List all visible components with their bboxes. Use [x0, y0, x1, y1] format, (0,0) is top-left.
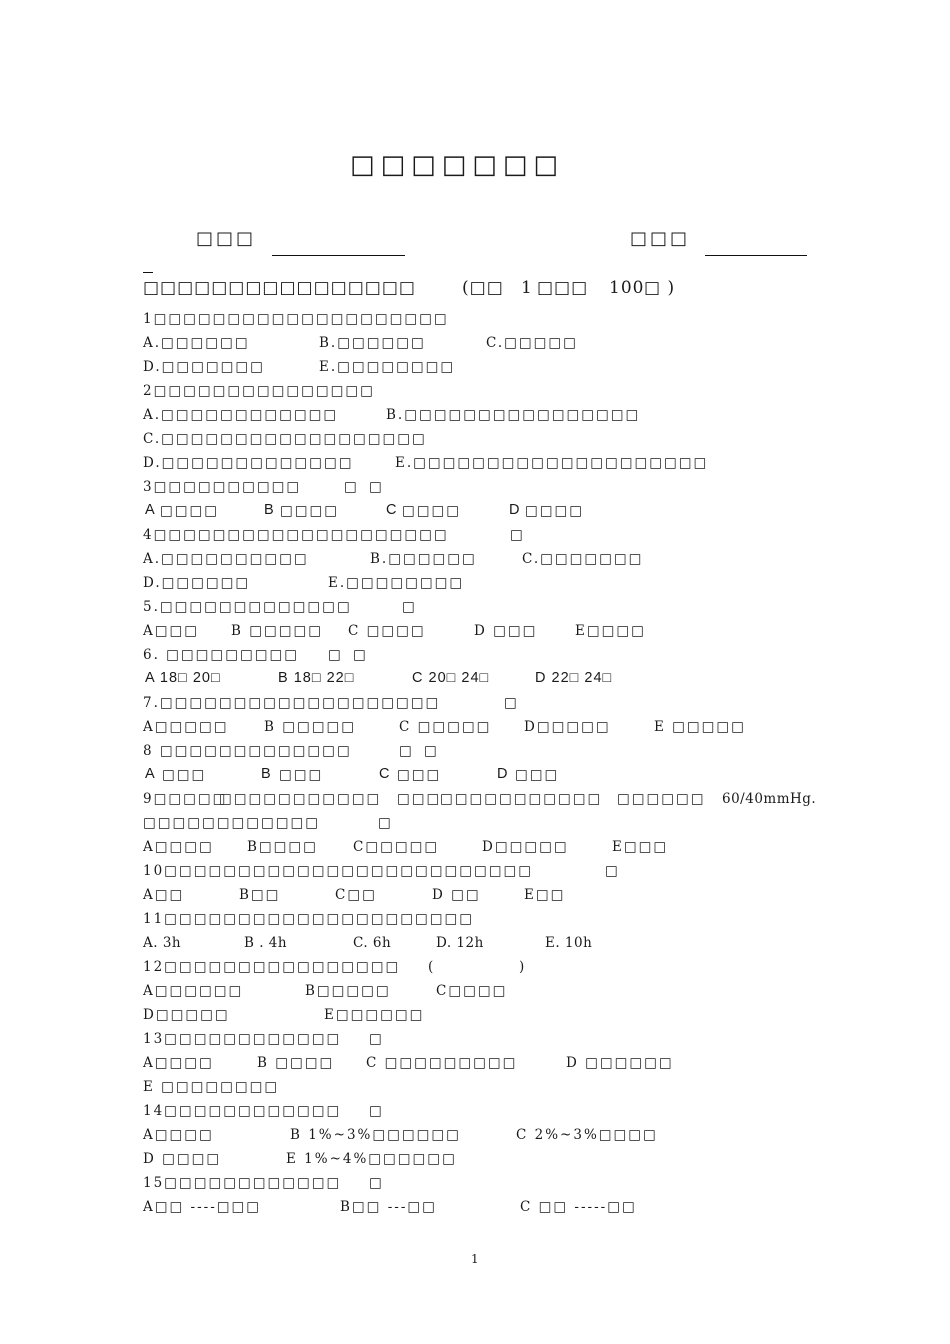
- option-3c-text: □□□□: [402, 503, 462, 519]
- question-12-paren-close: ): [519, 959, 527, 975]
- question-10-bracket: □: [605, 863, 620, 879]
- question-9-bracket: □: [378, 815, 393, 831]
- question-14-bracket: □: [369, 1103, 384, 1119]
- option-6a: A 18□ 20□: [145, 670, 221, 686]
- question-5: 5.□□□□□□□□□□□□□: [143, 599, 352, 615]
- option-4b: B.□□□□□□: [370, 551, 477, 567]
- option-7c: C □□□□□: [399, 719, 492, 735]
- question-10: 10□□□□□□□□□□□□□□□□□□□□□□□□□: [143, 863, 534, 879]
- option-4a: A.□□□□□□□□□□: [143, 551, 309, 567]
- option-3a-letter: A: [145, 502, 156, 518]
- option-10e: E□□: [524, 887, 566, 903]
- question-7: 7.□□□□□□□□□□□□□□□□□□□: [143, 695, 441, 711]
- option-12c: C□□□□: [436, 983, 508, 999]
- option-5d: D □□□: [474, 623, 538, 639]
- option-11b: B . 4h: [244, 935, 288, 951]
- option-15a: A□□ ----□□□: [143, 1199, 262, 1215]
- option-5b: B □□□□□: [231, 623, 323, 639]
- question-3-bracket-open: □: [344, 479, 359, 495]
- option-7e: E □□□□□: [654, 719, 746, 735]
- header-left-blank: [272, 255, 405, 256]
- option-10a: A□□: [143, 887, 185, 903]
- section-note-num1: 1: [521, 278, 533, 298]
- option-11e: E. 10h: [545, 935, 593, 951]
- question-9-part5: □□□□□□: [617, 791, 706, 807]
- question-15-bracket: □: [369, 1175, 384, 1191]
- header-mark: [143, 272, 153, 273]
- option-5c: C □□□□: [348, 623, 426, 639]
- page-number: 1: [471, 1252, 479, 1266]
- question-13-bracket: □: [369, 1031, 384, 1047]
- option-8c-text: □□□: [397, 767, 442, 783]
- option-9e: E□□□: [612, 839, 669, 855]
- question-6-bracket-close: □: [353, 647, 368, 663]
- option-15c: C □□ -----□□: [520, 1199, 637, 1215]
- option-3a-text: □□□□: [160, 503, 220, 519]
- option-13d: D □□□□□□: [566, 1055, 674, 1071]
- question-8-bracket-close: □: [424, 743, 439, 759]
- question-4-bracket: □: [510, 527, 525, 543]
- question-11: 11□□□□□□□□□□□□□□□□□□□□□: [143, 911, 475, 927]
- question-8: 8 □□□□□□□□□□□□□: [143, 743, 352, 759]
- option-2c: C.□□□□□□□□□□□□□□□□□□: [143, 431, 427, 447]
- option-12d: D□□□□□: [143, 1007, 230, 1023]
- question-3-bracket-close: □: [369, 479, 384, 495]
- option-14d: D □□□□: [143, 1151, 222, 1167]
- option-8b-letter: B: [261, 766, 272, 782]
- section-note-open: (□□: [462, 278, 504, 298]
- option-1a: A.□□□□□□: [143, 335, 250, 351]
- option-13b: B □□□□: [257, 1055, 335, 1071]
- question-13: 13□□□□□□□□□□□□: [143, 1031, 342, 1047]
- option-12e: E□□□□□□: [324, 1007, 425, 1023]
- option-13e: E □□□□□□□□: [143, 1079, 280, 1095]
- option-8b-text: □□□: [279, 767, 324, 783]
- option-3c-letter: C: [386, 502, 398, 518]
- question-1: 1□□□□□□□□□□□□□□□□□□□□: [143, 311, 449, 327]
- option-9d: D□□□□□: [482, 839, 569, 855]
- question-6: 6. □□□□□□□□□: [143, 647, 299, 663]
- option-14a: A□□□□: [143, 1127, 214, 1143]
- question-7-bracket: □: [504, 695, 519, 711]
- question-9-part1: 9□□□□□: [143, 791, 228, 807]
- option-11c: C. 6h: [353, 935, 392, 951]
- option-4d: D.□□□□□□: [143, 575, 251, 591]
- option-7a: A□□□□□: [143, 719, 229, 735]
- option-1e: E.□□□□□□□□: [319, 359, 456, 375]
- option-10b: B□□: [239, 887, 281, 903]
- option-7b: B □□□□□: [264, 719, 356, 735]
- option-2b: B.□□□□□□□□□□□□□□□□: [386, 407, 641, 423]
- option-9c: C□□□□□: [353, 839, 440, 855]
- option-6d: D 22□ 24□: [535, 670, 613, 686]
- option-2e: E.□□□□□□□□□□□□□□□□□□□□: [395, 455, 709, 471]
- question-12: 12□□□□□□□□□□□□□□□□: [143, 959, 401, 975]
- question-9-part3: □□□: [397, 791, 442, 807]
- section-note-num2: 100: [609, 278, 645, 298]
- question-4: 4□□□□□□□□□□□□□□□□□□□□: [143, 527, 449, 543]
- option-3d-text: □□□□: [525, 503, 585, 519]
- option-4e: E.□□□□□□□□: [328, 575, 465, 591]
- option-1b: B.□□□□□□: [319, 335, 426, 351]
- option-6b: B 18□ 22□: [278, 670, 355, 686]
- option-3b-letter: B: [264, 502, 275, 518]
- option-12b: B□□□□□: [305, 983, 391, 999]
- option-14b: B 1%~3%□□□□□□: [290, 1127, 461, 1143]
- question-2: 2□□□□□□□□□□□□□□□: [143, 383, 375, 399]
- option-8d-text: □□□: [515, 767, 560, 783]
- option-6c: C 20□ 24□: [412, 670, 490, 686]
- option-4c: C.□□□□□□□: [522, 551, 644, 567]
- header-left-label: □□□: [196, 228, 257, 249]
- question-8-bracket-open: □: [399, 743, 414, 759]
- option-12a: A□□□□□□: [143, 983, 244, 999]
- option-11d: D. 12h: [436, 935, 484, 951]
- option-8d-letter: D: [497, 766, 509, 782]
- header-right-blank: [705, 255, 807, 256]
- document-title: □□□□□□□: [350, 150, 564, 180]
- question-3: 3□□□□□□□□□□: [143, 479, 302, 495]
- option-8a-letter: A: [145, 766, 156, 782]
- question-12-paren-open: (: [428, 959, 436, 975]
- option-5e: E□□□□: [575, 623, 646, 639]
- option-3d-letter: D: [509, 502, 521, 518]
- option-3b-text: □□□□: [280, 503, 340, 519]
- option-11a: A. 3h: [143, 935, 182, 951]
- question-5-bracket: □: [402, 599, 417, 615]
- question-14: 14□□□□□□□□□□□□: [143, 1103, 342, 1119]
- option-1d: D.□□□□□□□: [143, 359, 265, 375]
- option-8a-text: □□□: [162, 767, 207, 783]
- section-heading: □□□□□□□□□□□□□□□□: [143, 278, 416, 298]
- option-13a: A□□□□: [143, 1055, 214, 1071]
- option-5a: A□□□: [143, 623, 200, 639]
- option-2d: D.□□□□□□□□□□□□□: [143, 455, 354, 471]
- question-9-part4: □□□□□□□□□□□: [440, 791, 603, 807]
- question-9-part2: □□□□□□□□□□□: [219, 791, 382, 807]
- question-9-line2: □□□□□□□□□□□□: [143, 815, 321, 831]
- question-9-pressure: 60/40mmHg.: [722, 791, 817, 807]
- question-6-bracket-open: □: [328, 647, 343, 663]
- option-8c-letter: C: [379, 766, 391, 782]
- section-note-close: □ ): [644, 278, 676, 298]
- section-note-mid: □□□: [537, 278, 589, 298]
- question-15: 15□□□□□□□□□□□□: [143, 1175, 342, 1191]
- option-14e: E 1%~4%□□□□□□: [286, 1151, 457, 1167]
- header-right-label: □□□: [630, 228, 691, 249]
- option-7d: D□□□□□: [524, 719, 611, 735]
- option-9a: A□□□□: [143, 839, 214, 855]
- option-15b: B□□ ---□□: [340, 1199, 437, 1215]
- option-14c: C 2%~3%□□□□: [516, 1127, 658, 1143]
- option-13c: C □□□□□□□□□: [366, 1055, 518, 1071]
- option-10d: D □□: [432, 887, 481, 903]
- option-10c: C□□: [335, 887, 377, 903]
- option-2a: A.□□□□□□□□□□□□: [143, 407, 339, 423]
- option-1c: C.□□□□□: [486, 335, 578, 351]
- option-9b: B□□□□: [247, 839, 318, 855]
